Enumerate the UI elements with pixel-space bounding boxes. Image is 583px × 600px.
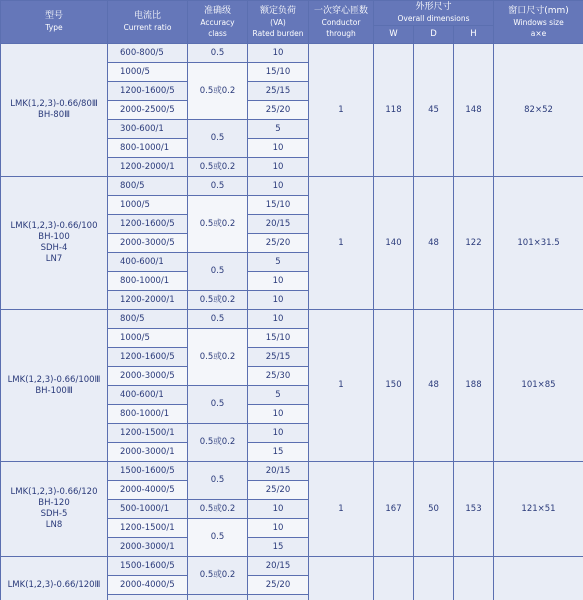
current-ratio-cell: 800-1000/1 xyxy=(108,405,188,424)
rated-burden-cell: 10 xyxy=(248,405,309,424)
rated-burden-cell: 10 xyxy=(248,44,309,63)
type-line: LN8 xyxy=(45,520,63,530)
accuracy-class-cell: 0.5 xyxy=(188,253,248,291)
conductor-through-cell: 1 xyxy=(309,462,374,557)
rated-burden-cell: 15/10 xyxy=(248,196,309,215)
current-ratio-cell: 2000-3000/5 xyxy=(108,234,188,253)
width-cell: 167 xyxy=(374,462,414,557)
current-ratio-cell: 400-600/1 xyxy=(108,253,188,272)
accuracy-class-cell: 0.5或0.2 xyxy=(188,63,248,120)
current-ratio-cell: 2000-2500/5 xyxy=(108,101,188,120)
header-ratio-en: Current ratio xyxy=(123,23,172,32)
header-through-en1: Conductor xyxy=(321,17,361,27)
current-ratio-cell: 1000/5 xyxy=(108,196,188,215)
header-through-zh: 一次穿心匝数 xyxy=(313,5,368,16)
table-row xyxy=(1,44,583,63)
header-window xyxy=(494,1,583,44)
rated-burden-cell: 15/10 xyxy=(248,329,309,348)
header-dimensions-en: Overall dimensions xyxy=(397,14,470,23)
header-window-en1: Windows size xyxy=(513,17,564,27)
current-ratio-cell: 400-600/1 xyxy=(108,386,188,405)
header-through-en2: through xyxy=(326,28,356,38)
rated-burden-cell: 10 xyxy=(248,310,309,329)
header-d: D xyxy=(414,26,454,44)
current-ratio-cell: 1200-1600/5 xyxy=(108,215,188,234)
rated-burden-cell: 10 xyxy=(248,158,309,177)
type-line: LMK(1,2,3)-0.66/80Ⅲ xyxy=(10,99,98,109)
table-row xyxy=(1,177,583,196)
rated-burden-cell: 10 xyxy=(248,139,309,158)
conductor-through-cell: 1 xyxy=(309,177,374,310)
width-cell: 150 xyxy=(374,310,414,462)
rated-burden-cell: 15 xyxy=(248,538,309,557)
type-line: BH-80Ⅲ xyxy=(38,110,70,120)
header-accuracy-en2: class xyxy=(208,28,227,38)
accuracy-class-cell xyxy=(188,595,248,600)
rated-burden-cell: 5 xyxy=(248,253,309,272)
type-line: LMK(1,2,3)-0.66/100 xyxy=(10,221,98,231)
current-ratio-cell: 2000-4000/5 xyxy=(108,481,188,500)
type-line: LMK(1,2,3)-0.66/100Ⅲ xyxy=(7,374,101,385)
rated-burden-cell: 20/15 xyxy=(248,557,309,576)
type-line: LMK(1,2,3)-0.66/120 xyxy=(10,487,98,497)
header-type-zh: 型号 xyxy=(44,11,63,21)
header-accuracy-zh: 准确级 xyxy=(203,5,231,16)
table-header xyxy=(1,1,583,44)
height-cell: 153 xyxy=(454,462,494,557)
header-type xyxy=(1,1,108,44)
table-body xyxy=(1,44,583,600)
rated-burden-cell: 15 xyxy=(248,443,309,462)
header-ratio-zh: 电流比 xyxy=(133,11,161,21)
depth-cell: 45 xyxy=(414,44,454,177)
header-burden-en1: (VA) xyxy=(270,17,286,27)
type-line: SDH-5 xyxy=(40,509,68,519)
header-ratio xyxy=(108,1,188,44)
conductor-through-cell: 1 xyxy=(309,310,374,462)
rated-burden-cell: 20/15 xyxy=(248,215,309,234)
rated-burden-cell: 10 xyxy=(248,177,309,196)
header-h: H xyxy=(454,26,494,44)
table-row xyxy=(1,310,583,329)
current-ratio-cell: 2000-3000/5 xyxy=(108,367,188,386)
accuracy-class-cell: 0.5 xyxy=(188,519,248,557)
height-cell xyxy=(454,557,494,600)
rated-burden-cell: 25/30 xyxy=(248,367,309,386)
current-ratio-cell: 1200-1600/5 xyxy=(108,82,188,101)
type-line: LMK(1,2,3)-0.66/120Ⅲ xyxy=(7,579,101,590)
header-through xyxy=(309,1,374,44)
current-ratio-cell: 1200-1600/5 xyxy=(108,348,188,367)
rated-burden-cell: 10 xyxy=(248,519,309,538)
type-cell xyxy=(1,462,108,557)
header-dimensions xyxy=(374,1,494,26)
current-ratio-cell: 800/5 xyxy=(108,177,188,196)
window-size-cell: 101×31.5 xyxy=(494,177,583,310)
table-row xyxy=(1,557,583,576)
accuracy-class-cell: 0.5或0.2 xyxy=(188,557,248,595)
current-ratio-cell: 800-1000/1 xyxy=(108,272,188,291)
current-ratio-cell: 2000-3000/1 xyxy=(108,538,188,557)
conductor-through-cell xyxy=(309,557,374,600)
current-ratio-cell: 1200-1500/1 xyxy=(108,519,188,538)
header-burden-en2: Rated burden xyxy=(252,28,304,38)
header-burden xyxy=(248,1,309,44)
rated-burden-cell: 15/10 xyxy=(248,63,309,82)
type-cell xyxy=(1,557,108,600)
width-cell: 140 xyxy=(374,177,414,310)
rated-burden-cell: 25/15 xyxy=(248,348,309,367)
current-ratio-cell: 1200-2000/1 xyxy=(108,291,188,310)
type-line: LN7 xyxy=(45,254,63,264)
accuracy-class-cell: 0.5或0.2 xyxy=(188,329,248,386)
current-ratio-cell: 800/5 xyxy=(108,310,188,329)
rated-burden-cell: 25/20 xyxy=(248,576,309,595)
rated-burden-cell: 10 xyxy=(248,272,309,291)
accuracy-class-cell: 0.5 xyxy=(188,310,248,329)
current-ratio-cell: 600-800/5 xyxy=(108,44,188,63)
current-ratio-cell: 300-600/1 xyxy=(108,120,188,139)
current-ratio-cell: 1200-1500/1 xyxy=(108,424,188,443)
depth-cell: 50 xyxy=(414,462,454,557)
rated-burden-cell: 5 xyxy=(248,120,309,139)
header-accuracy-en1: Accuracy xyxy=(200,17,235,27)
height-cell: 122 xyxy=(454,177,494,310)
window-size-cell: 82×52 xyxy=(494,44,583,177)
header-accuracy xyxy=(188,1,248,44)
current-ratio-cell: 1200-2000/1 xyxy=(108,158,188,177)
current-ratio-cell: 800-1000/1 xyxy=(108,139,188,158)
rated-burden-cell: 25/15 xyxy=(248,82,309,101)
current-ratio-cell: 1500-1600/5 xyxy=(108,462,188,481)
conductor-through-cell: 1 xyxy=(309,44,374,177)
table-row xyxy=(1,462,583,481)
accuracy-class-cell: 0.5 xyxy=(188,462,248,500)
accuracy-class-cell: 0.5 xyxy=(188,120,248,158)
type-cell xyxy=(1,177,108,310)
rated-burden-cell: 25/20 xyxy=(248,481,309,500)
rated-burden-cell: 25/20 xyxy=(248,234,309,253)
type-cell xyxy=(1,44,108,177)
window-size-cell xyxy=(494,557,583,600)
accuracy-class-cell: 0.5或0.2 xyxy=(188,158,248,177)
accuracy-class-cell: 0.5 xyxy=(188,177,248,196)
rated-burden-cell: 10 xyxy=(248,424,309,443)
type-line: BH-120 xyxy=(38,498,70,508)
rated-burden-cell: 10 xyxy=(248,291,309,310)
depth-cell xyxy=(414,557,454,600)
height-cell: 148 xyxy=(454,44,494,177)
current-ratio-cell xyxy=(108,595,188,600)
type-line: BH-100 xyxy=(38,232,70,242)
accuracy-class-cell: 0.5或0.2 xyxy=(188,500,248,519)
type-line: BH-100Ⅲ xyxy=(35,385,73,396)
accuracy-class-cell: 0.5或0.2 xyxy=(188,291,248,310)
window-size-cell: 121×51 xyxy=(494,462,583,557)
current-ratio-cell: 2000-3000/1 xyxy=(108,443,188,462)
height-cell: 188 xyxy=(454,310,494,462)
accuracy-class-cell: 0.5或0.2 xyxy=(188,196,248,253)
depth-cell: 48 xyxy=(414,177,454,310)
rated-burden-cell: 5 xyxy=(248,386,309,405)
accuracy-class-cell: 0.5 xyxy=(188,44,248,63)
rated-burden-cell xyxy=(248,595,309,600)
type-line: SDH-4 xyxy=(40,243,68,253)
current-ratio-cell: 1000/5 xyxy=(108,63,188,82)
header-type-en: Type xyxy=(45,23,63,32)
rated-burden-cell: 20/15 xyxy=(248,462,309,481)
width-cell: 118 xyxy=(374,44,414,177)
accuracy-class-cell: 0.5或0.2 xyxy=(188,424,248,462)
current-ratio-cell: 500-1000/1 xyxy=(108,500,188,519)
rated-burden-cell: 10 xyxy=(248,500,309,519)
width-cell xyxy=(374,557,414,600)
header-burden-zh: 额定负荷 xyxy=(259,5,296,16)
accuracy-class-cell: 0.5 xyxy=(188,386,248,424)
header-w: W xyxy=(374,26,414,44)
current-ratio-cell: 1000/5 xyxy=(108,329,188,348)
current-ratio-cell: 2000-4000/5 xyxy=(108,576,188,595)
header-window-zh: 窗口尺寸(mm) xyxy=(508,5,569,16)
header-window-en2: a×e xyxy=(530,28,547,38)
rated-burden-cell: 25/20 xyxy=(248,101,309,120)
current-ratio-cell: 1500-1600/5 xyxy=(108,557,188,576)
depth-cell: 48 xyxy=(414,310,454,462)
window-size-cell: 101×85 xyxy=(494,310,583,462)
header-dimensions-zh: 外形尺寸 xyxy=(415,2,452,12)
type-cell xyxy=(1,310,108,462)
